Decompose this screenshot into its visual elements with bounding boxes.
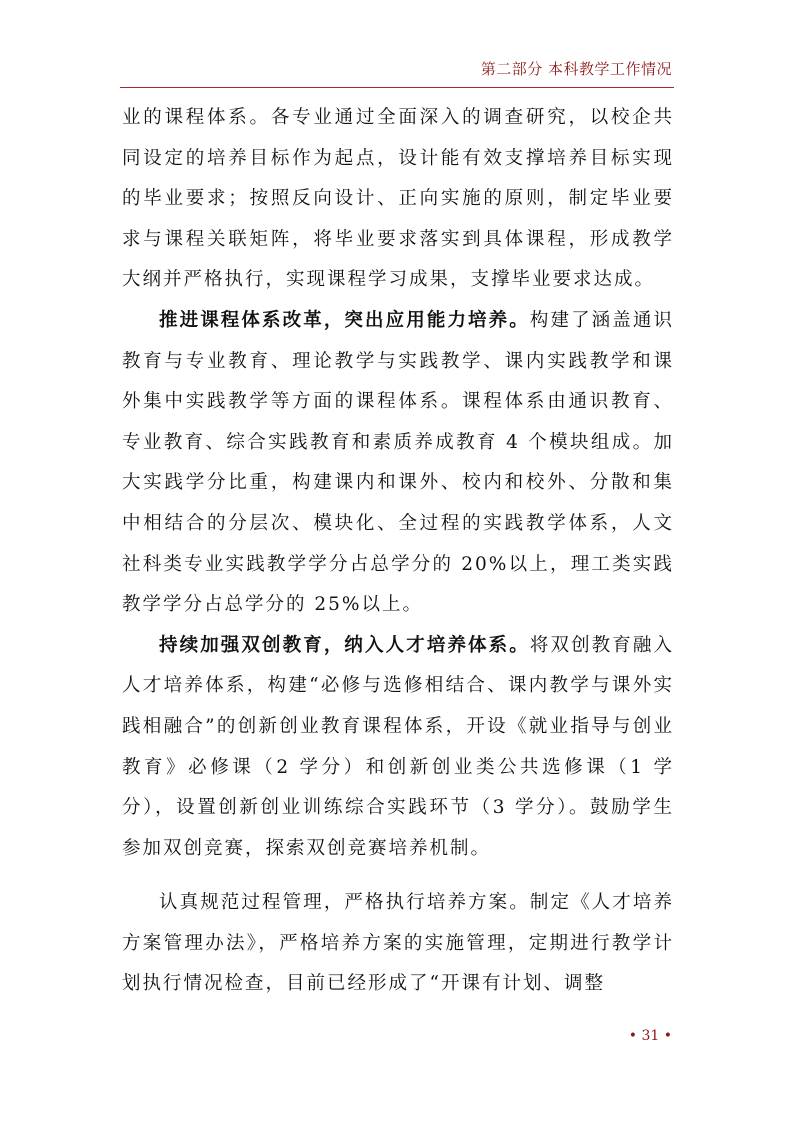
page-number: • 31 • xyxy=(628,1028,672,1044)
header-rule xyxy=(120,87,674,88)
paragraph-lead-heading: 持续加强双创教育，纳入人才培养体系。 xyxy=(159,634,530,656)
paragraph-lead-heading: 推进课程体系改革，突出应用能力培养。 xyxy=(159,309,530,331)
paragraph-text: 业的课程体系。各专业通过全面深入的调查研究，以校企共同设定的培养目标作为起点，设计能有效支撑培养目标实现的毕业要求；按照反向设计、正向实施的原则，制定毕业要求与课程关联矩阵，将毕业要求落实到具体课程，形成教学大纲并严格执行，实现课程学习成果，支撑毕业要求达成。 xyxy=(122,107,674,291)
paragraph-text: 将双创教育融入人才培养体系，构建“必修与选修相结合、课内教学与课外实践相融合”的创新创业教育课程体系，开设《就业指导与创业教育》必修课（2 学分）和创新创业类公共选修课（1 学分），设置创新创业训练综合实践环节（3 学分）。鼓励学生参加双创竞赛，探索双创竞赛培养机制。 xyxy=(122,634,674,859)
paragraph-text: 认真规范过程管理，严格执行培养方案。制定《人才培养方案管理办法》，严格培养方案的实施管理，定期进行教学计划执行情况检查，目前已经形成了“开课有计划、调整 xyxy=(122,892,674,995)
running-header: 第二部分 本科教学工作情况 xyxy=(480,60,672,78)
paragraph-course-system-reform xyxy=(122,301,674,626)
paragraph-continuation xyxy=(122,98,674,301)
paragraph-innovation-education xyxy=(122,626,674,870)
body-text xyxy=(122,98,674,1005)
paragraph-process-management xyxy=(122,883,674,1005)
paragraph-text: 构建了涵盖通识教育与专业教育、理论教学与实践教学、课内实践教学和课外集中实践教学等方面的课程体系。课程体系由通识教育、专业教育、综合实践教育和素质养成教育 4 个模块组成。加大实践学分比重，构建课内和课外、校内和校外、分散和集中相结合的分层次、模块化、全过程的实践教学体系，人文社科类专业实践教学学分占总学分的 20%以上，理工类实践教学学分占总学分的 25%以上。 xyxy=(122,309,674,616)
